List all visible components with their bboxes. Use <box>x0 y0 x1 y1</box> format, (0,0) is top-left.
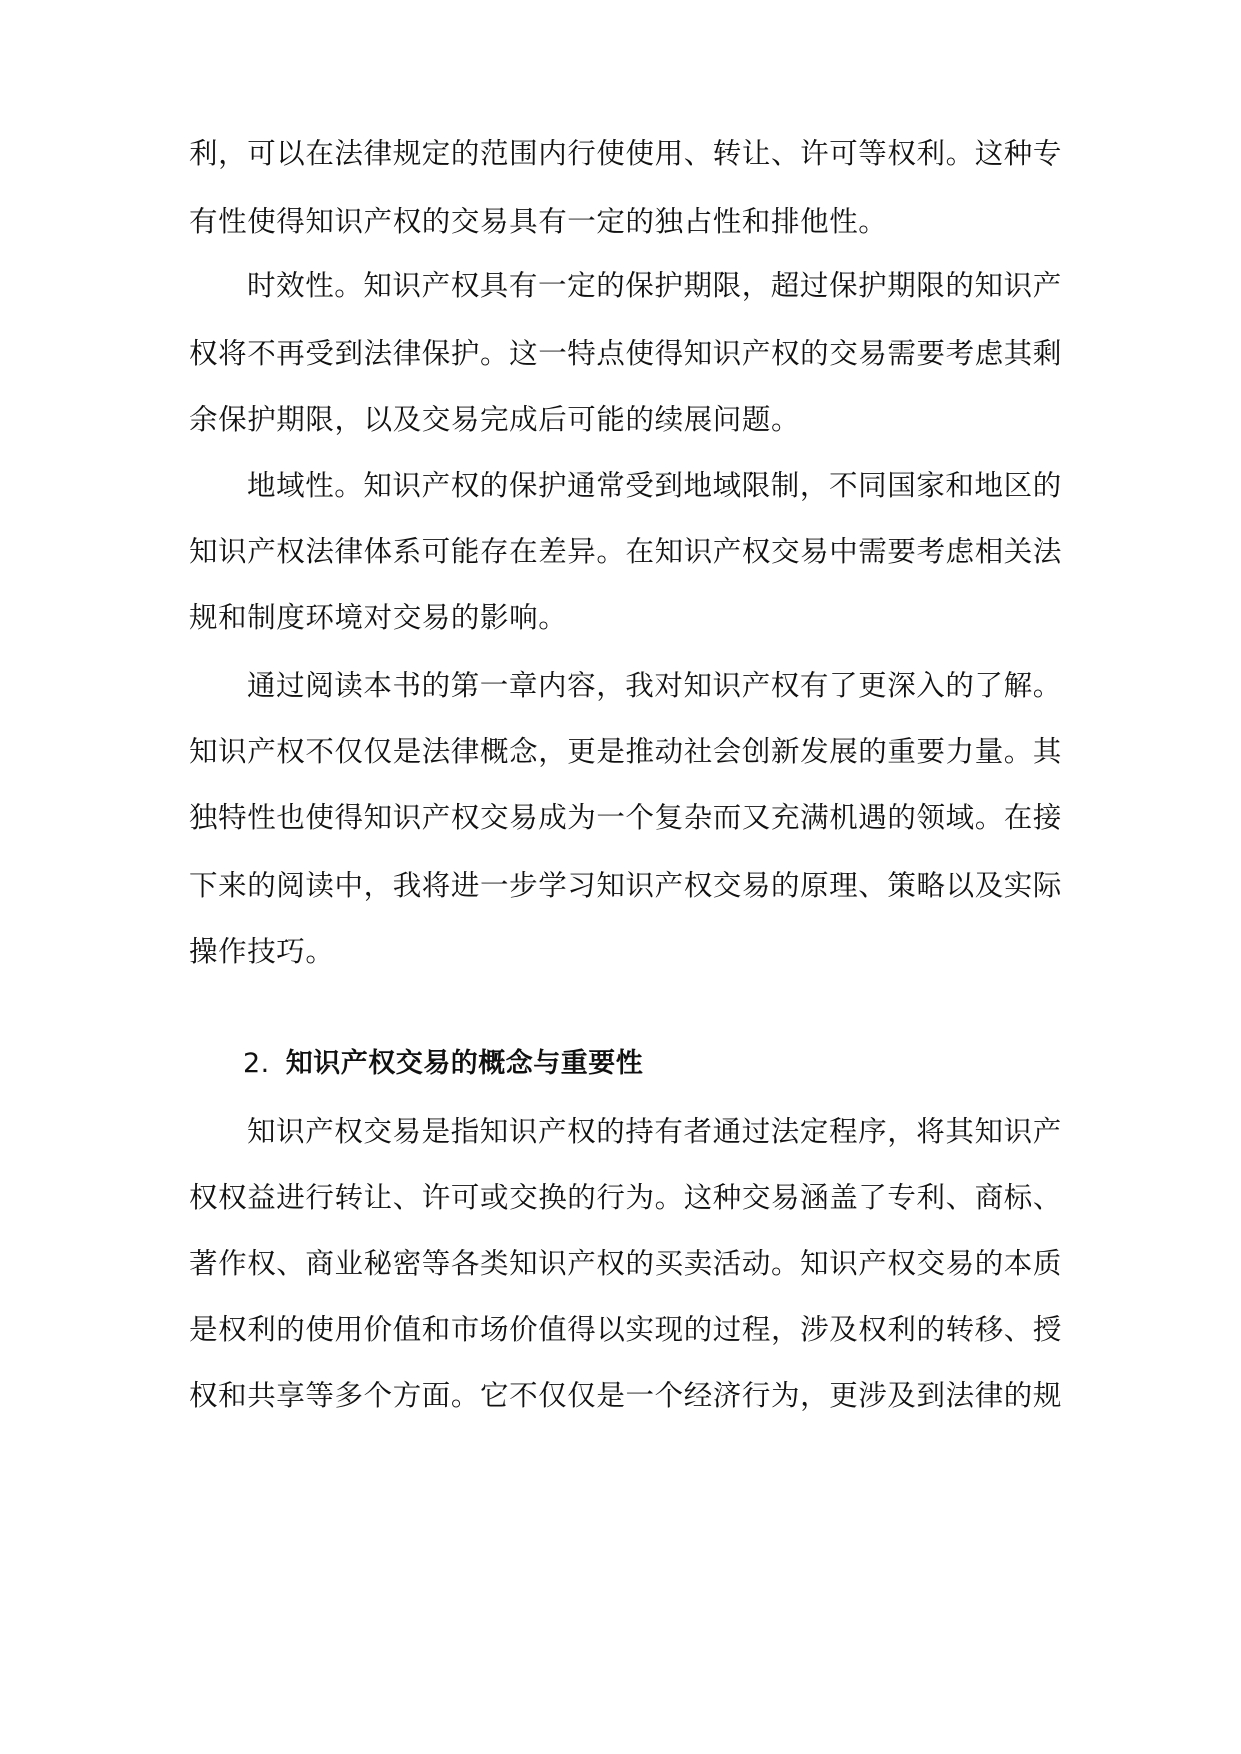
text-line: 通过阅读本书的第一章内容，我对知识产权有了更深入的了解。 <box>247 669 1062 702</box>
text-line: 权权益进行转让、许可或交换的行为。这种交易涵盖了专利、商标、 <box>189 1181 1063 1214</box>
text-line: 时效性。知识产权具有一定的保护期限，超过保护期限的知识产 <box>247 269 1062 302</box>
text-line: 利，可以在法律规定的范围内行使使用、转让、许可等权利。这种专 <box>189 137 1063 170</box>
text-line: 知识产权法律体系可能存在差异。在知识产权交易中需要考虑相关法 <box>189 535 1063 568</box>
text-line: 著作权、商业秘密等各类知识产权的买卖活动。知识产权交易的本质 <box>189 1247 1063 1280</box>
text-line: 知识产权不仅仅是法律概念，更是推动社会创新发展的重要力量。其 <box>189 735 1063 768</box>
text-line: 有性使得知识产权的交易具有一定的独占性和排他性。 <box>189 205 888 238</box>
text-line: 独特性也使得知识产权交易成为一个复杂而又充满机遇的领域。在接 <box>189 801 1063 834</box>
text-line: 是权利的使用价值和市场价值得以实现的过程，涉及权利的转移、授 <box>189 1313 1063 1346</box>
text-line: 权将不再受到法律保护。这一特点使得知识产权的交易需要考虑其剩 <box>189 337 1063 370</box>
section-title: 知识产权交易的概念与重要性 <box>285 1048 644 1079</box>
section-heading <box>243 1044 643 1084</box>
text-line: 操作技巧。 <box>189 935 335 968</box>
text-line: 知识产权交易是指知识产权的持有者通过法定程序，将其知识产 <box>247 1115 1062 1148</box>
text-line: 余保护期限，以及交易完成后可能的续展问题。 <box>189 403 801 436</box>
text-line: 权和共享等多个方面。它不仅仅是一个经济行为，更涉及到法律的规 <box>189 1379 1063 1412</box>
text-line: 规和制度环境对交易的影响。 <box>189 601 568 634</box>
text-line: 下来的阅读中，我将进一步学习知识产权交易的原理、策略以及实际 <box>189 869 1063 902</box>
section-number: 2. <box>243 1048 270 1079</box>
text-line: 地域性。知识产权的保护通常受到地域限制，不同国家和地区的 <box>247 469 1062 502</box>
